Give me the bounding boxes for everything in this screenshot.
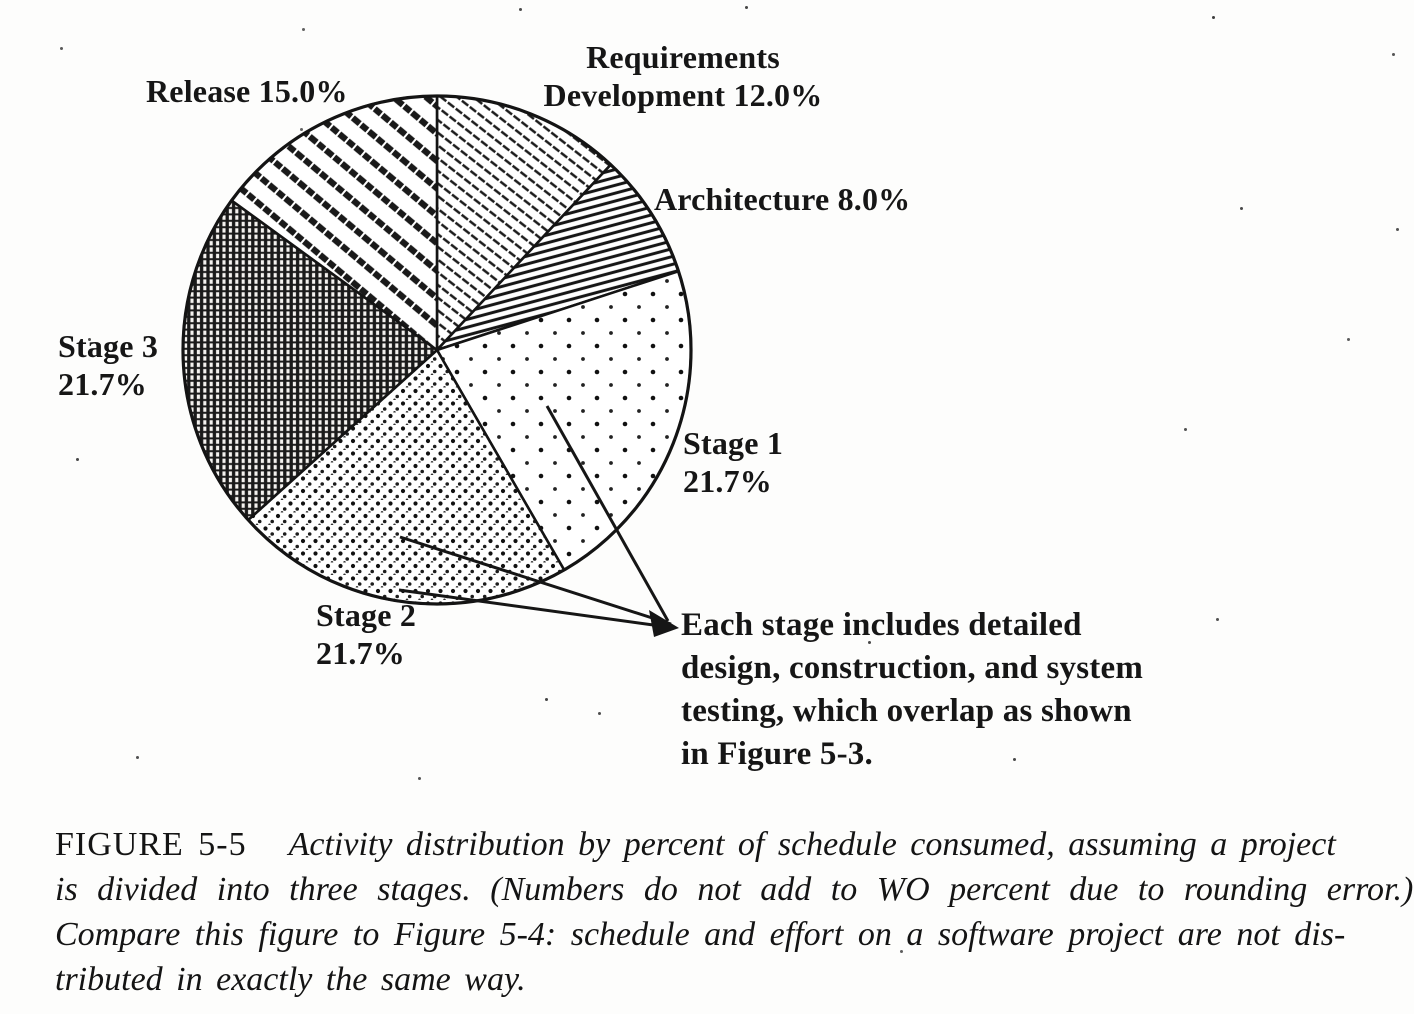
figure-caption-text-1: Activity distribution by percent of schedule consumed, assuming a project bbox=[288, 826, 1336, 863]
stage-overlap-note-line1: Each stage includes detailed bbox=[681, 607, 1082, 643]
slice-label-stage-1-name: Stage 1 bbox=[683, 425, 784, 461]
slice-label-stage-1-value: 21.7% bbox=[683, 463, 772, 499]
slice-label-requirements-line1: Requirements bbox=[586, 39, 780, 75]
slice-label-stage-1 bbox=[683, 424, 783, 500]
slice-label-release: Release 15.0% bbox=[146, 73, 348, 109]
slice-label-architecture: Architecture 8.0% bbox=[654, 181, 911, 217]
figure-caption-line3: Compare this figure to Figure 5-4: schedule and effort on a software project are not dis- bbox=[55, 916, 1346, 953]
stage-overlap-note-line3: testing, which overlap as shown bbox=[681, 693, 1132, 729]
figure-caption-line1 bbox=[55, 822, 1370, 867]
slice-label-stage-2-value: 21.7% bbox=[316, 635, 405, 671]
slice-label-requirements-line2: Development 12.0% bbox=[543, 77, 823, 113]
figure-number: FIGURE 5-5 bbox=[55, 826, 247, 863]
stage-overlap-note-line4: in Figure 5-3. bbox=[681, 736, 873, 772]
stage-overlap-note bbox=[681, 604, 1281, 776]
callout-line-stage-3 bbox=[399, 590, 668, 627]
stage-overlap-note-line2: design, construction, and system bbox=[681, 650, 1144, 686]
slice-label-stage-2-name: Stage 2 bbox=[316, 597, 417, 633]
slice-label-stage-3-value: 21.7% bbox=[58, 366, 147, 402]
slice-label-stage-3-name: Stage 3 bbox=[58, 328, 159, 364]
slice-label-stage-2 bbox=[316, 596, 416, 672]
slice-label-requirements-development bbox=[508, 38, 858, 114]
figure-caption bbox=[55, 822, 1414, 1002]
slice-label-stage-3 bbox=[58, 327, 158, 403]
figure-caption-line4: tributed in exactly the same way. bbox=[55, 961, 526, 998]
figure-caption-line2: is divided into three stages. (Numbers do not add to WO percent due to rounding error.) bbox=[55, 871, 1414, 908]
